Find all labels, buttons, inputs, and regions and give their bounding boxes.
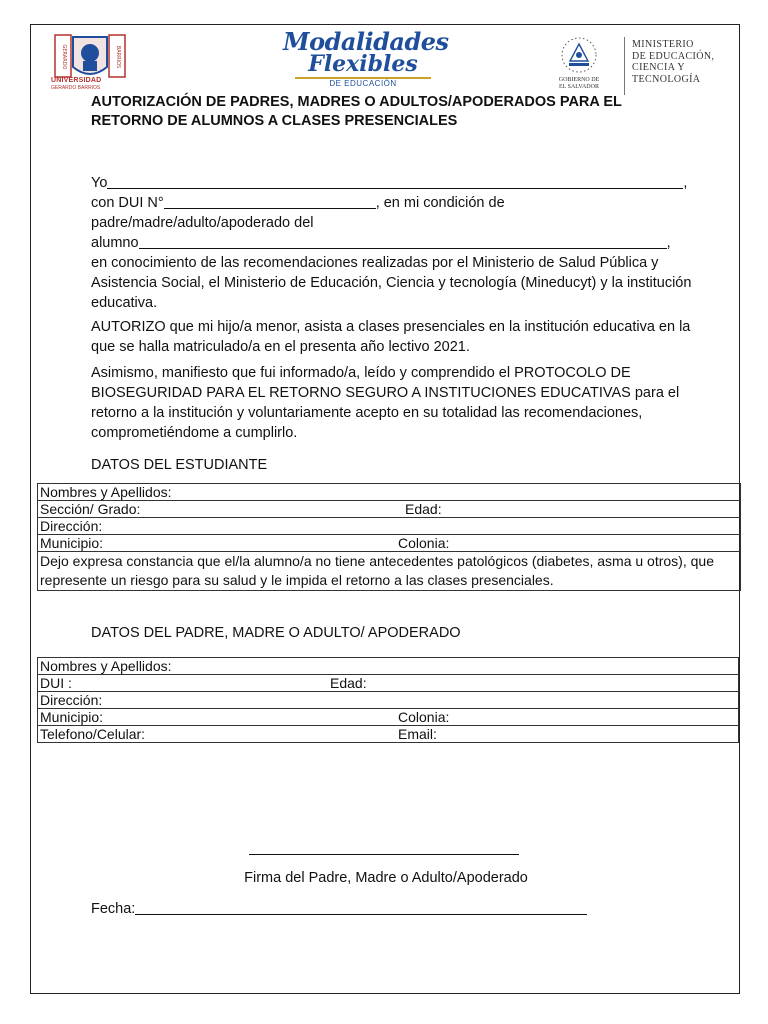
table-row: [38, 552, 741, 591]
dui-blank-field[interactable]: [164, 195, 376, 209]
table-row: [38, 692, 739, 709]
student-seccion-label: Sección/ Grado:: [40, 501, 141, 517]
student-nombres-field[interactable]: Nombres y Apellidos:: [38, 484, 741, 501]
gobierno-label: GOBIERNO DE EL SALVADOR: [558, 77, 600, 90]
guardian-email-label: Email:: [398, 726, 437, 742]
guardian-dui-edad-field[interactable]: [38, 675, 739, 692]
paragraph-1-rest: en conocimiento de las recomendaciones realizadas por el Ministerio de Salud Pública y Asistencia Social, el Ministerio de Educación, Ciencia y tecnología (Mineducyt) y la institución educativa.: [91, 255, 692, 311]
modalidades-flexibles-logo: [283, 27, 449, 89]
alumno-line: alumno ,: [91, 235, 671, 251]
student-municipio-label: Municipio:: [40, 535, 104, 551]
university-subname: GERARDO BARRIOS: [51, 85, 101, 91]
medical-constancia-text: Dejo expresa constancia que el/la alumno/a no tiene antecedentes patológicos (diabetes, asma u otros), que represente un riesgo para su salud y le impida el retorno a las clases presenciales.: [38, 552, 741, 591]
guardian-dui-label: DUI :: [40, 675, 72, 691]
table-row: [38, 658, 739, 675]
table-row: [38, 675, 739, 692]
guardian-section-heading: DATOS DEL PADRE, MADRE O ADULTO/ APODERADO: [91, 625, 461, 641]
signature-label: Firma del Padre, Madre o Adulto/Apoderado: [244, 870, 528, 886]
condicion-line: padre/madre/adulto/apoderado del: [91, 215, 314, 231]
svg-text:BARRIOS: BARRIOS: [115, 45, 121, 69]
signature-line[interactable]: [249, 854, 519, 855]
student-data-table: [37, 483, 741, 591]
brand-line-1: Modalidades: [283, 27, 449, 56]
university-name: UNIVERSIDAD: [51, 77, 102, 84]
paragraph-3: Asimismo, manifiesto que fui informado/a, leído y comprendido el PROTOCOLO DE BIOSEGURIDAD PARA EL RETORNO SEGURO A INSTITUCIONES EDUCATIVAS para el retorno a la institución y voluntariamente acepto en su totalidad las recomendaciones, comprometiéndome a cumplirlo.: [91, 365, 680, 441]
guardian-municipio-label: Municipio:: [40, 709, 104, 725]
table-row: [38, 518, 741, 535]
brand-line-3: DE EDUCACIÓN: [329, 79, 397, 88]
header-divider: [624, 37, 625, 95]
guardian-telefono-label: Telefono/Celular:: [40, 726, 146, 742]
guardian-direccion-field[interactable]: Dirección:: [38, 692, 739, 709]
student-seccion-edad-field[interactable]: [38, 501, 741, 518]
table-row: [38, 709, 739, 726]
document-page: [30, 24, 740, 994]
student-municipio-colonia-field[interactable]: [38, 535, 741, 552]
student-section-heading: DATOS DEL ESTUDIANTE: [91, 457, 268, 473]
document-title: AUTORIZACIÓN DE PADRES, MADRES O ADULTOS/APODERADOS PARA EL RETORNO DE ALUMNOS A CLASES PRESENCIALES: [91, 94, 622, 129]
guardian-edad-label: Edad:: [330, 675, 367, 691]
name-blank-field[interactable]: [107, 175, 683, 189]
table-row: [38, 501, 741, 518]
brand-line-2: Flexibles: [308, 51, 418, 77]
student-direccion-field[interactable]: Dirección:: [38, 518, 741, 535]
svg-text:GERARDO: GERARDO: [61, 44, 67, 70]
guardian-municipio-colonia-field[interactable]: [38, 709, 739, 726]
alumno-blank-field[interactable]: [139, 235, 667, 249]
yo-line: Yo ,: [91, 175, 688, 191]
guardian-telefono-email-field[interactable]: [38, 726, 739, 743]
table-row: [38, 484, 741, 501]
fecha-blank-field[interactable]: [135, 901, 587, 915]
guardian-nombres-field[interactable]: Nombres y Apellidos:: [38, 658, 739, 675]
table-row: [38, 726, 739, 743]
government-seal-icon: [559, 35, 599, 75]
ministerio-label: MINISTERIO DE EDUCACIÓN, CIENCIA Y TECNOLOGÍA: [632, 39, 715, 85]
guardian-colonia-label: Colonia:: [398, 709, 450, 725]
authorization-statement: [91, 173, 701, 313]
fecha-line: Fecha:: [91, 899, 587, 919]
guardian-data-table: [37, 657, 739, 743]
student-colonia-label: Colonia:: [398, 535, 450, 551]
dui-line: con DUI N° , en mi condición de: [91, 195, 505, 211]
paragraph-2: AUTORIZO que mi hijo/a menor, asista a clases presenciales en la institución educativa en la que se halla matriculado/a en el presenta año lectivo 2021.: [91, 319, 691, 355]
table-row: [38, 535, 741, 552]
student-edad-label: Edad:: [405, 501, 442, 517]
